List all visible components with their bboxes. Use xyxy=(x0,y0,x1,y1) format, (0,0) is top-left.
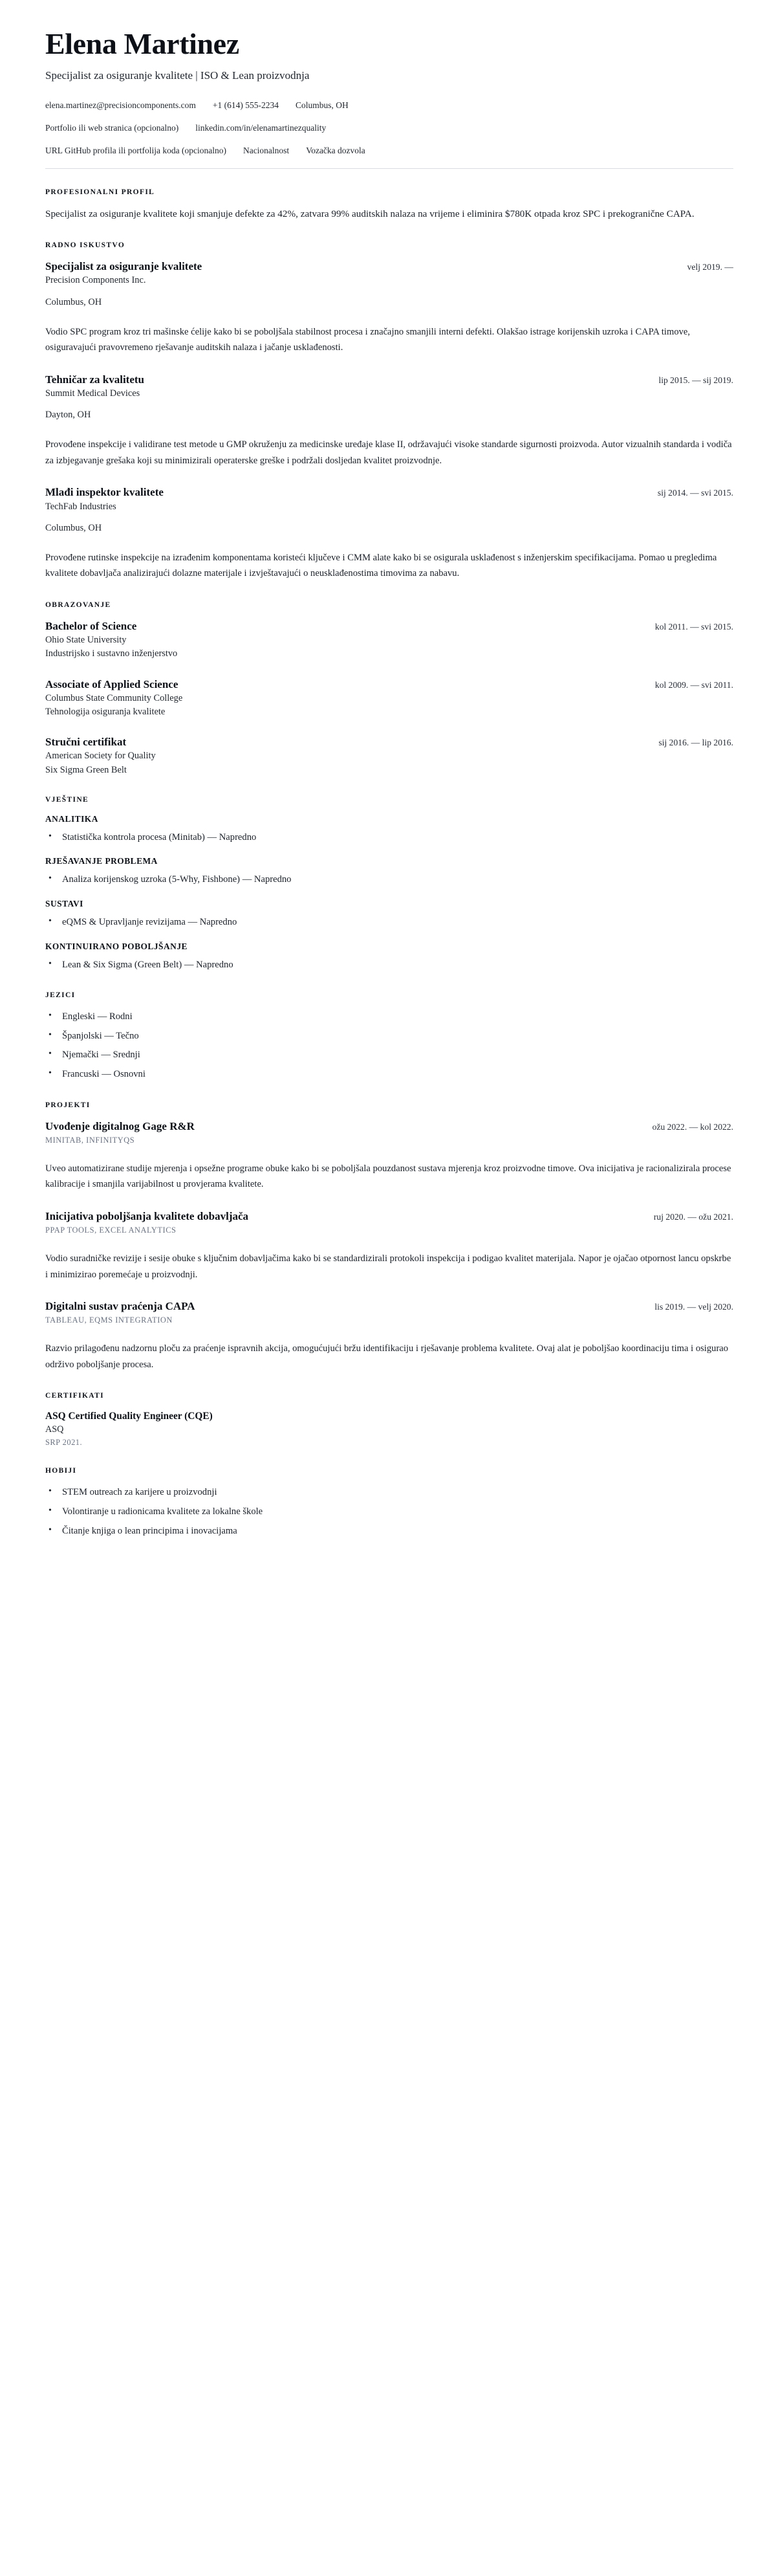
header-divider xyxy=(45,168,733,169)
language-list xyxy=(45,1009,733,1081)
section-certificates xyxy=(45,1392,733,1448)
contact-line-3 xyxy=(45,145,733,157)
section-profile xyxy=(45,188,733,223)
education-entry xyxy=(45,735,733,776)
candidate-name: Elena Martinez xyxy=(45,27,239,60)
certificate-entry xyxy=(45,1410,733,1448)
experience-company: Summit Medical Devices xyxy=(45,388,140,399)
skill-category-label: KONTINUIRANO POBOLJŠANJE xyxy=(45,941,188,951)
contact-line-1 xyxy=(45,100,733,111)
education-entry-header xyxy=(45,677,733,691)
project-entry xyxy=(45,1209,733,1282)
project-description: Vodio suradničke revizije i sesije obuke s ključnim dobavljačima kako bi se standardizirali protokoli inspekcija i podigao kvalitet materijala. Napor je ojačao otpornost lancu opskrbe i minimizirao poremećaje u proizvodnji. xyxy=(45,1253,731,1280)
project-entry-header xyxy=(45,1209,733,1223)
section-languages xyxy=(45,991,733,1081)
contact-email[interactable]: elena.martinez@precisioncomponents.com xyxy=(45,100,196,110)
skill-category-label: RJEŠAVANJE PROBLEMA xyxy=(45,856,158,866)
experience-location: Columbus, OH xyxy=(45,296,102,307)
experience-entry-header xyxy=(45,485,733,499)
experience-job-title: Specijalist za osiguranje kvalitete xyxy=(45,260,202,273)
contact-location: Columbus, OH xyxy=(295,100,349,110)
experience-company: TechFab Industries xyxy=(45,501,116,512)
language-item: • Španjolski — Tečno xyxy=(45,1029,733,1044)
experience-date-range: velj 2019. — xyxy=(687,262,733,272)
section-title-skills: VJEŠTINE xyxy=(45,795,89,804)
education-degree: Bachelor of Science xyxy=(45,619,137,632)
section-hobbies xyxy=(45,1467,733,1538)
section-title-experience: RADNO ISKUSTVO xyxy=(45,241,125,250)
experience-job-title: Mlađi inspektor kvalitete xyxy=(45,486,164,499)
certificate-issuer: ASQ xyxy=(45,1424,64,1435)
experience-entry xyxy=(45,485,733,582)
education-school: Columbus State Community College xyxy=(45,692,183,703)
education-entry-header xyxy=(45,619,733,633)
project-entry-header xyxy=(45,1299,733,1313)
candidate-headline: Specijalist za osiguranje kvalitete | ISO & Lean proizvodnja xyxy=(45,69,310,82)
project-date-range: ožu 2022. — kol 2022. xyxy=(652,1121,733,1132)
project-date-range: ruj 2020. — ožu 2021. xyxy=(653,1211,733,1222)
skill-item-list xyxy=(45,830,733,845)
contact-driving-licence: Vozačka dozvola xyxy=(306,146,365,156)
education-entry xyxy=(45,677,733,719)
hobby-item: • STEM outreach za karijere u proizvodnji xyxy=(45,1485,733,1500)
experience-date-range: lip 2015. — sij 2019. xyxy=(658,375,733,385)
project-entry xyxy=(45,1119,733,1193)
skill-item: • Statistička kontrola procesa (Minitab) — Napredno xyxy=(45,830,733,845)
resume-header xyxy=(45,28,733,169)
education-date-range: kol 2011. — svi 2015. xyxy=(654,621,733,632)
section-title-profile: PROFESIONALNI PROFIL xyxy=(45,188,155,196)
experience-entry xyxy=(45,259,733,356)
profile-summary-text: Specijalist za osiguranje kvalitete koji smanjuje defekte za 42%, zatvara 99% auditskih nalaza na vrijeme i eliminira $780K otpada kroz SPC i prekogranične CAPA. xyxy=(45,208,695,219)
experience-company: Precision Components Inc. xyxy=(45,275,146,286)
skill-item-list xyxy=(45,958,733,973)
experience-entry-header xyxy=(45,259,733,273)
project-date-range: lis 2019. — velj 2020. xyxy=(654,1302,733,1312)
education-school: Ohio State University xyxy=(45,635,127,646)
certificate-date: SRP 2021. xyxy=(45,1438,83,1448)
education-date-range: kol 2009. — svi 2011. xyxy=(654,679,733,690)
experience-entry-header xyxy=(45,373,733,386)
skill-group xyxy=(45,856,733,887)
project-title: Digitalni sustav praćenja CAPA xyxy=(45,1300,195,1313)
education-entry-header xyxy=(45,735,733,749)
experience-description: Provođene rutinske inspekcije na izrađenim komponentama koristeći ključeve i CMM alate kako bi se osigurala usklađenost s inženjerskim specifikacijama. Pomao u pregledima kvalitete dobavljača analizirajući dolazne materijale i izvještavajući o neusklađenostima timovima za nabavu. xyxy=(45,552,717,579)
education-degree: Associate of Applied Science xyxy=(45,677,178,690)
skill-category-label: SUSTAVI xyxy=(45,898,83,908)
section-title-hobbies: HOBIJI xyxy=(45,1467,77,1475)
project-tech-stack: TABLEAU, EQMS INTEGRATION xyxy=(45,1316,173,1325)
section-education xyxy=(45,601,733,776)
language-item: • Engleski — Rodni xyxy=(45,1009,733,1024)
experience-entry xyxy=(45,373,733,469)
education-field: Six Sigma Green Belt xyxy=(45,764,127,775)
hobby-item: • Volontiranje u radionicama kvalitete za lokalne škole xyxy=(45,1504,733,1519)
project-entry xyxy=(45,1299,733,1372)
certificate-title: ASQ Certified Quality Engineer (CQE) xyxy=(45,1411,213,1422)
project-entry-header xyxy=(45,1119,733,1133)
project-tech-stack: PPAP TOOLS, EXCEL ANALYTICS xyxy=(45,1226,177,1235)
experience-location: Columbus, OH xyxy=(45,522,102,533)
skill-item: • eQMS & Upravljanje revizijama — Napredno xyxy=(45,915,733,930)
skill-group xyxy=(45,941,733,973)
skill-group xyxy=(45,814,733,845)
skill-item-list xyxy=(45,915,733,930)
education-field: Industrijsko i sustavno inženjerstvo xyxy=(45,648,178,659)
skill-item: • Analiza korijenskog uzroka (5-Why, Fishbone) — Napredno xyxy=(45,872,733,887)
skill-item: • Lean & Six Sigma (Green Belt) — Napredno xyxy=(45,958,733,973)
contact-portfolio-placeholder[interactable]: Portfolio ili web stranica (opcionalno) xyxy=(45,123,179,133)
contact-nationality: Nacionalnost xyxy=(242,146,290,156)
section-title-languages: JEZICI xyxy=(45,991,76,1000)
language-item: • Njemački — Srednji xyxy=(45,1048,733,1062)
section-title-projects: PROJEKTI xyxy=(45,1101,91,1109)
experience-description: Provođene inspekcije i validirane test metode u GMP okruženju za medicinske uređaje klase II, održavajući visoke standarde sigurnosti proizvoda. Autor vizualnih standarda i vodiča za izbjegavanje grešaka koji su minimizirali operaterske greške i podržali dosljedan kvalitet proizvodnje. xyxy=(45,439,732,466)
section-experience xyxy=(45,241,733,582)
experience-location: Dayton, OH xyxy=(45,410,91,421)
project-title: Inicijativa poboljšanja kvalitete dobavljača xyxy=(45,1209,249,1222)
education-school: American Society for Quality xyxy=(45,751,156,762)
hobby-list xyxy=(45,1485,733,1538)
section-title-certificates: CERTIFIKATI xyxy=(45,1392,104,1400)
education-degree: Stručni certifikat xyxy=(45,736,127,749)
project-title: Uvođenje digitalnog Gage R&R xyxy=(45,1119,195,1132)
contact-phone[interactable]: +1 (614) 555-2234 xyxy=(212,100,279,110)
skill-item-list xyxy=(45,872,733,887)
section-skills xyxy=(45,796,733,972)
section-projects xyxy=(45,1101,733,1373)
contact-linkedin[interactable]: linkedin.com/in/elenamartinezquality xyxy=(195,123,327,133)
language-item: • Francuski — Osnovni xyxy=(45,1067,733,1082)
project-description: Razvio prilagođenu nadzornu ploču za praćenje ispravnih akcija, omogućujući bržu identifikaciju i rješavanje problema kvalitete. Ovaj alat je poboljšao koordinaciju tima i osigurao održivo poboljšanje procesa. xyxy=(45,1343,729,1370)
experience-date-range: sij 2014. — svi 2015. xyxy=(657,488,733,498)
skill-group xyxy=(45,899,733,930)
project-tech-stack: MINITAB, INFINITYQS xyxy=(45,1135,135,1145)
education-date-range: sij 2016. — lip 2016. xyxy=(658,738,733,748)
section-title-education: OBRAZOVANJE xyxy=(45,600,111,609)
experience-job-title: Tehničar za kvalitetu xyxy=(45,373,145,386)
education-entry xyxy=(45,619,733,661)
hobby-item: • Čitanje knjiga o lean principima i inovacijama xyxy=(45,1524,733,1539)
education-field: Tehnologija osiguranja kvalitete xyxy=(45,706,166,717)
skill-category-label: ANALITIKA xyxy=(45,813,98,824)
experience-description: Vodio SPC program kroz tri mašinske ćelije kako bi se poboljšala stabilnost procesa i značajno smanjili interni defekti. Olakšao istrage korijenskih uzroka i CAPA timove, osiguravajući pravovremeno rješavanje auditskih nalaza i jačanje usklađenosti. xyxy=(45,326,691,353)
contact-line-2 xyxy=(45,122,733,134)
project-description: Uveo automatizirane studije mjerenja i opsežne programe obuke kako bi se poboljšala pouzdanost sustava mjerenja kroz proizvodne timove. Ova inicijativa je racionalizirala procese kalibracije i smanjila varijabilnost u provjerama kvalitete. xyxy=(45,1163,731,1190)
contact-github-placeholder[interactable]: URL GitHub profila ili portfolija koda (opcionalno) xyxy=(45,146,226,156)
